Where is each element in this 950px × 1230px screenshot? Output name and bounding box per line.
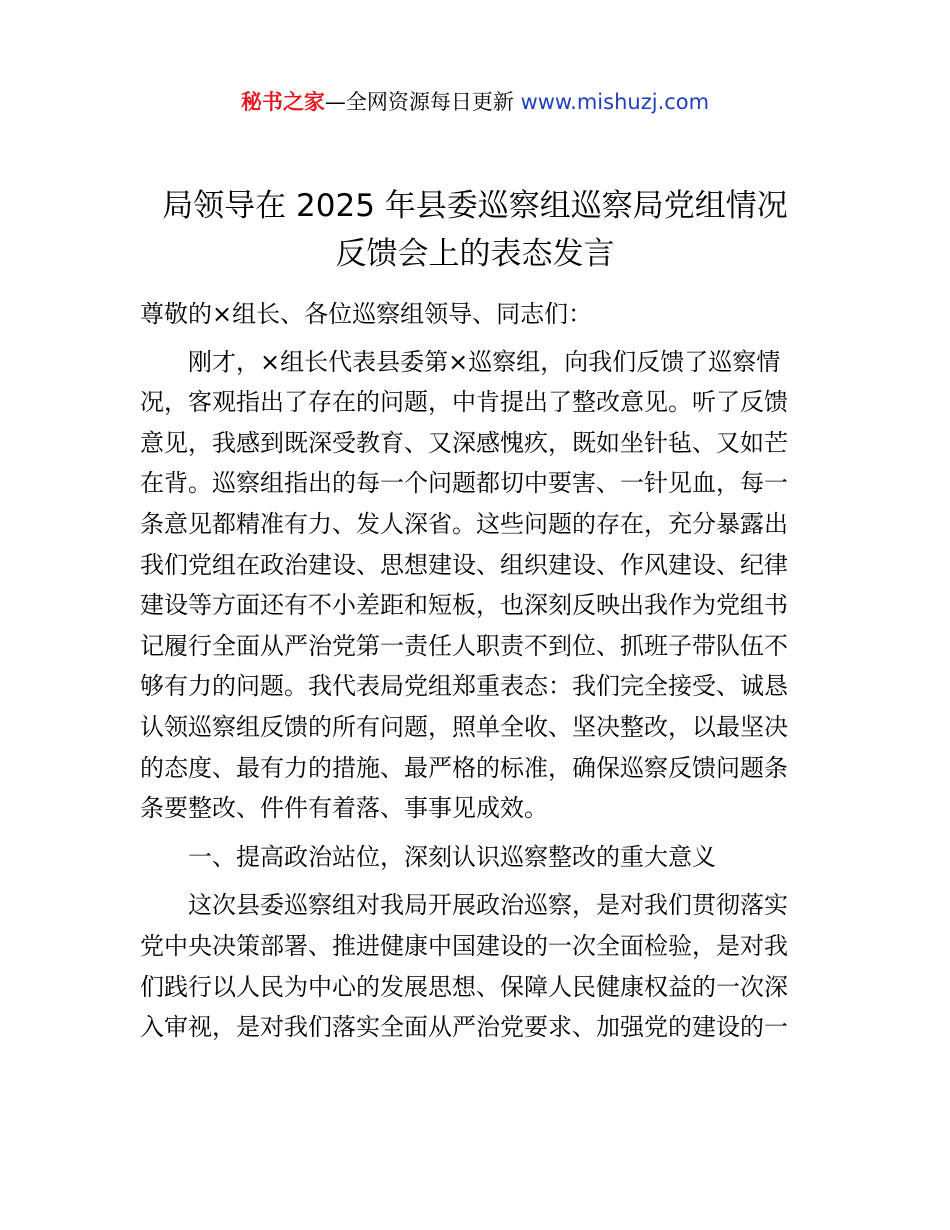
paragraph-line: 条要整改、件件有着落、事事见成效。 <box>140 794 548 823</box>
header-brand: 秘书之家 <box>240 90 325 114</box>
section-heading-1: 一、提高政治站位，深刻认识巡察整改的重大意义 <box>188 842 716 871</box>
header-tagline: —全网资源每日更新 <box>324 90 514 114</box>
paragraph-line: 况，客观指出了存在的问题，中肯提出了整改意见。听了反馈 <box>140 388 788 417</box>
paragraph-line: 够有力的问题。我代表局党组郑重表态：我们完全接受、诚恳 <box>140 672 788 701</box>
paragraph-line: 我们党组在政治建设、思想建设、组织建设、作风建设、纪律 <box>140 550 788 579</box>
title-line-1: 局领导在 2025 年县委巡察组巡察局党组情况 <box>162 188 788 224</box>
title-line-2: 反馈会上的表态发言 <box>335 236 615 272</box>
document-title <box>100 182 850 278</box>
paragraph-2 <box>140 885 812 1047</box>
paragraph-line: 的态度、最有力的措施、最严格的标准，确保巡察反馈问题条 <box>140 753 788 782</box>
page-header <box>0 86 950 118</box>
paragraph-line: 党中央决策部署、推进健康中国建设的一次全面检验，是对我 <box>140 931 788 960</box>
paragraph-line: 条意见都精准有力、发人深省。这些问题的存在，充分暴露出 <box>140 509 788 538</box>
paragraph-line: 认领巡察组反馈的所有问题，照单全收、坚决整改，以最坚决 <box>140 712 788 741</box>
paragraph-1 <box>140 342 812 829</box>
salutation: 尊敬的×组长、各位巡察组领导、同志们： <box>140 300 593 328</box>
paragraph-line: 在背。巡察组指出的每一个问题都切中要害、一针见血，每一 <box>140 469 788 498</box>
header-website: www.mishuzj.com <box>513 90 710 114</box>
paragraph-line: 刚才，×组长代表县委第×巡察组，向我们反馈了巡察情 <box>188 347 781 376</box>
paragraph-line: 意见，我感到既深受教育、又深感愧疚，既如坐针毡、又如芒 <box>140 428 788 457</box>
paragraph-line: 这次县委巡察组对我局开展政治巡察，是对我们贯彻落实 <box>188 891 788 920</box>
paragraph-line: 建设等方面还有不小差距和短板，也深刻反映出我作为党组书 <box>140 591 788 620</box>
paragraph-line: 们践行以人民为中心的发展思想、保障人民健康权益的一次深 <box>140 972 788 1001</box>
document-body <box>140 294 812 1048</box>
paragraph-line: 记履行全面从严治党第一责任人职责不到位、抓班子带队伍不 <box>140 631 788 660</box>
paragraph-line: 入审视，是对我们落实全面从严治党要求、加强党的建设的一 <box>140 1013 788 1042</box>
